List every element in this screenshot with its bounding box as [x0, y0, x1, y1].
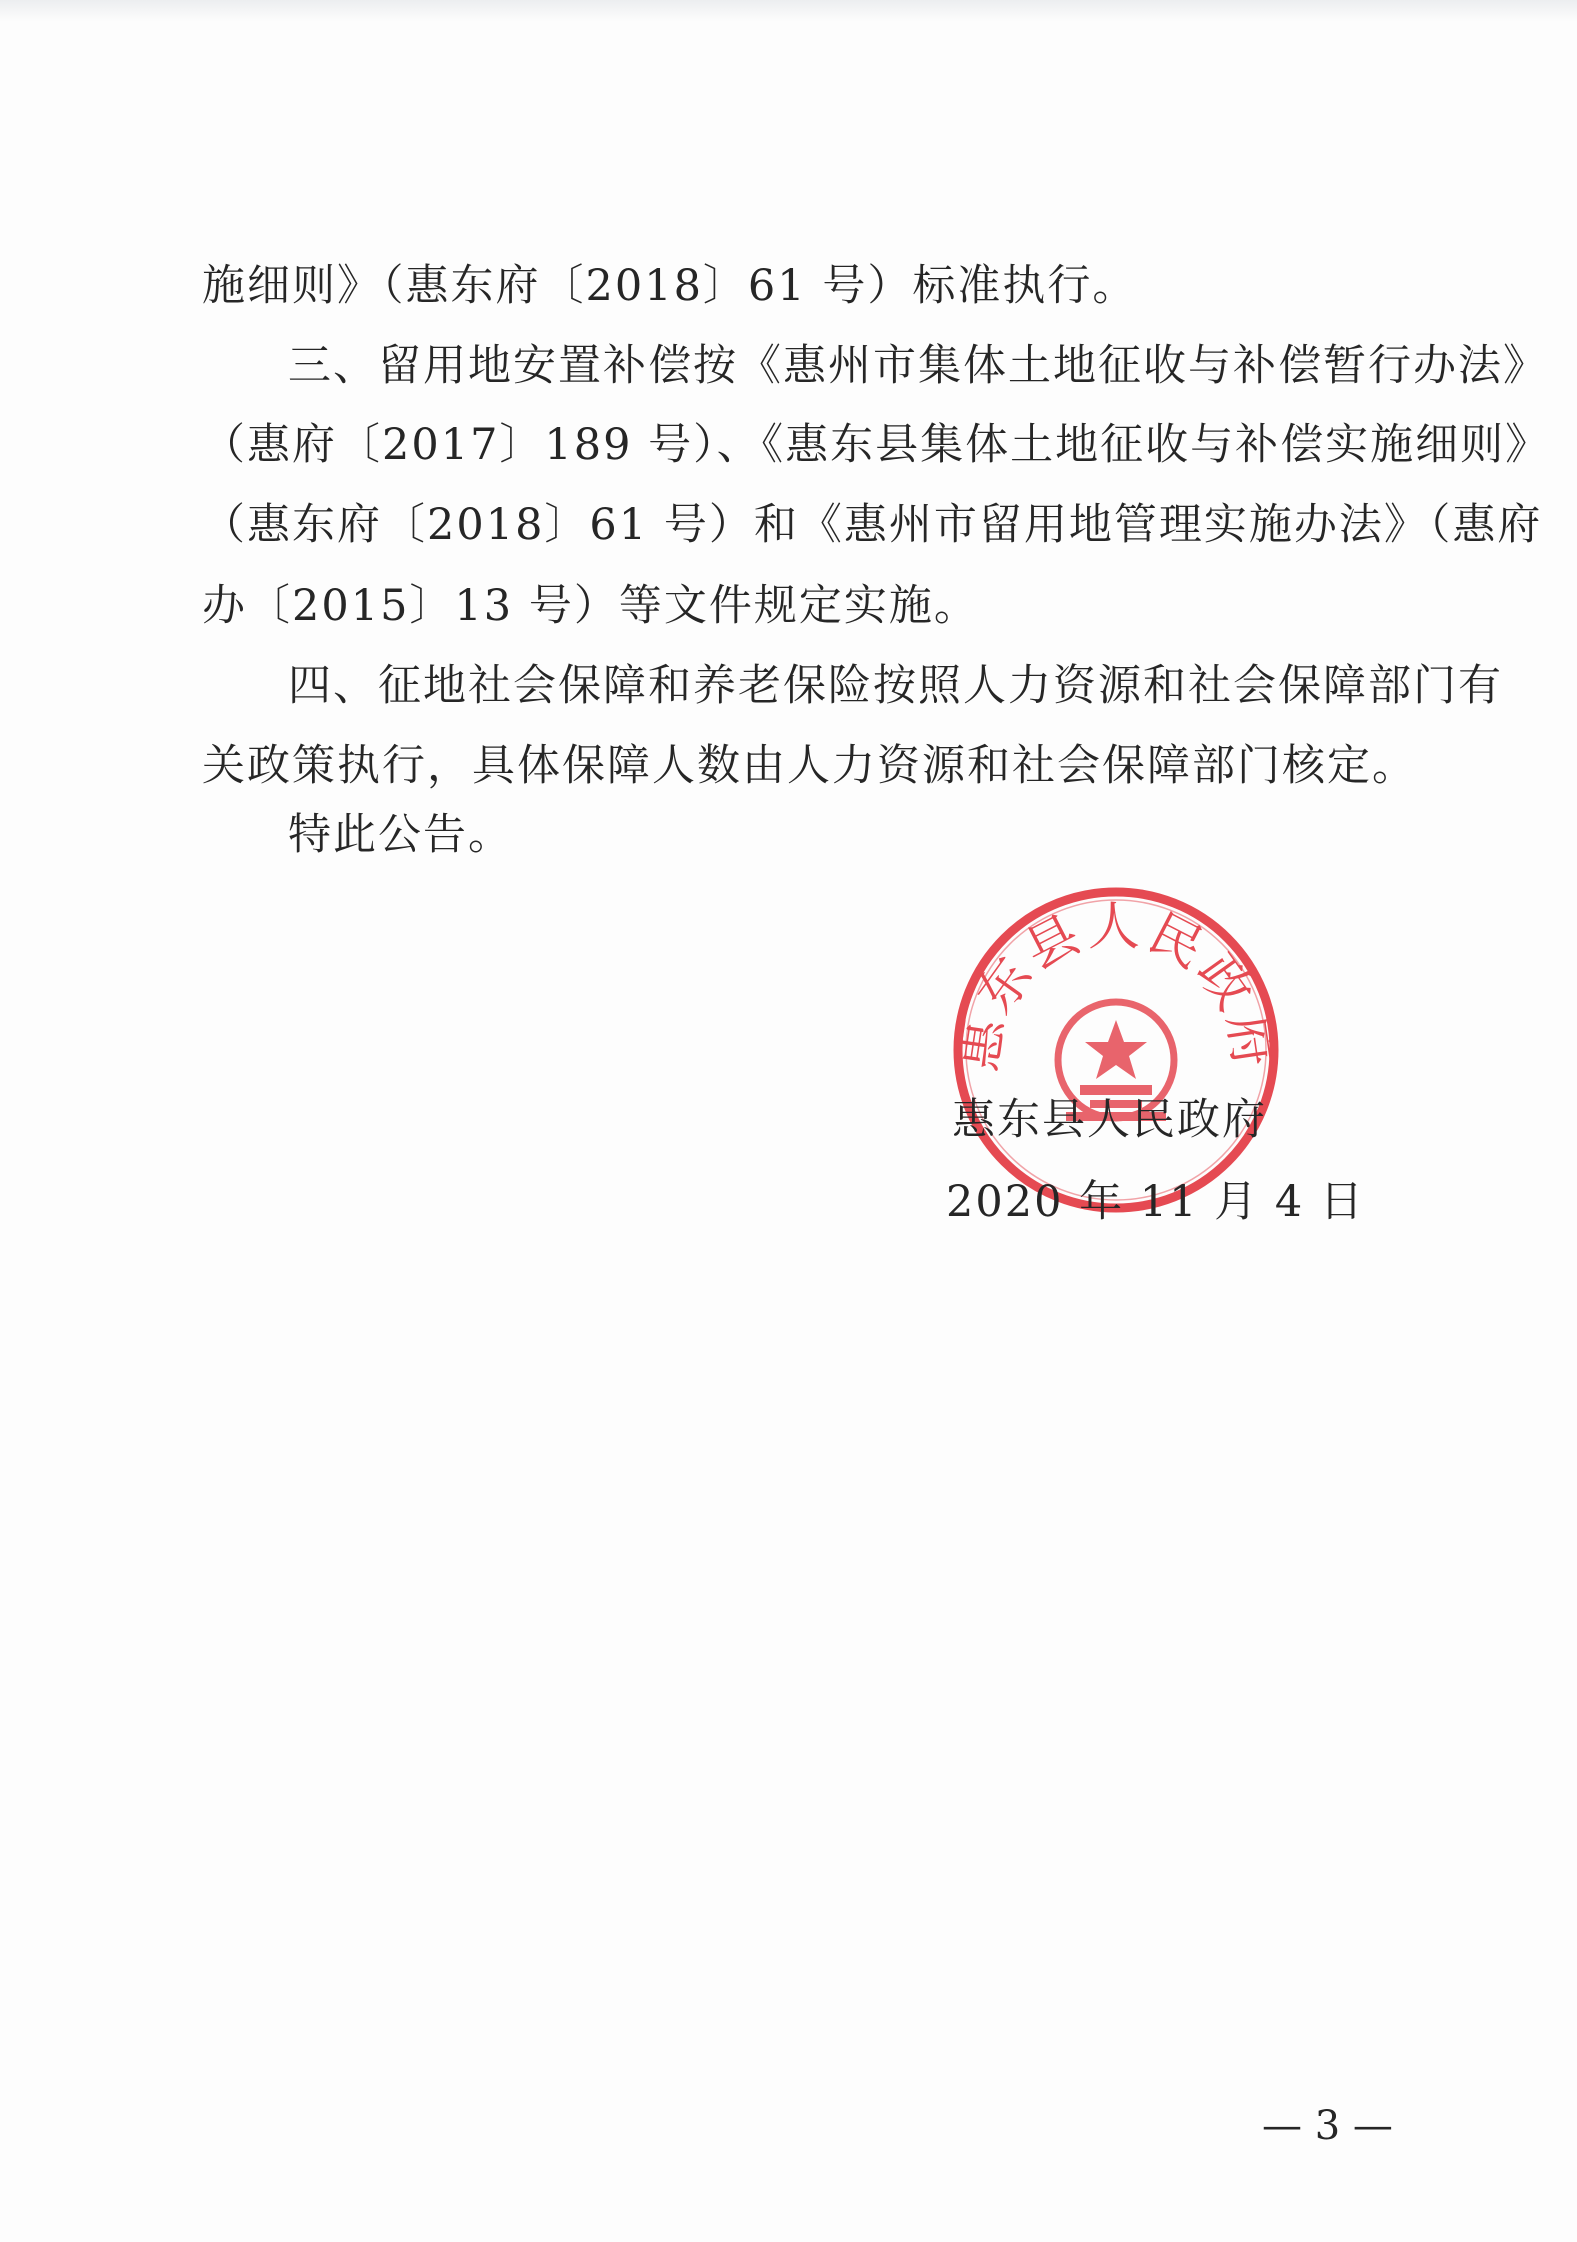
body-line-1: 施细则》（惠东府〔2018〕61 号）标准执行。 [202, 261, 1138, 311]
body-line-3: （惠府〔2017〕189 号）、《惠东县集体土地征收与补偿实施细则》 [202, 420, 1551, 470]
body-line-5: 办〔2015〕13 号）等文件规定实施。 [202, 581, 979, 631]
body-line-4: （惠东府〔2018〕61 号）和《惠州市留用地管理实施办法》（惠府 [202, 500, 1543, 550]
closing-line: 特此公告。 [288, 810, 513, 860]
body-line-7: 关政策执行，具体保障人数由人力资源和社会保障部门核定。 [202, 741, 1417, 791]
body-line-2: 三、留用地安置补偿按《惠州市集体土地征收与补偿暂行办法》 [288, 341, 1548, 391]
page-number: — 3 — [1262, 2103, 1393, 2149]
signature-date: 2020 年 11 月 4 日 [946, 1177, 1365, 1227]
scan-edge [0, 0, 1577, 22]
seal-text: 惠东县人民政府 [948, 897, 1284, 1075]
signature-org: 惠东县人民政府 [952, 1095, 1267, 1145]
body-line-6: 四、征地社会保障和养老保险按照人力资源和社会保障部门有 [288, 661, 1503, 711]
official-seal [946, 880, 1286, 1220]
